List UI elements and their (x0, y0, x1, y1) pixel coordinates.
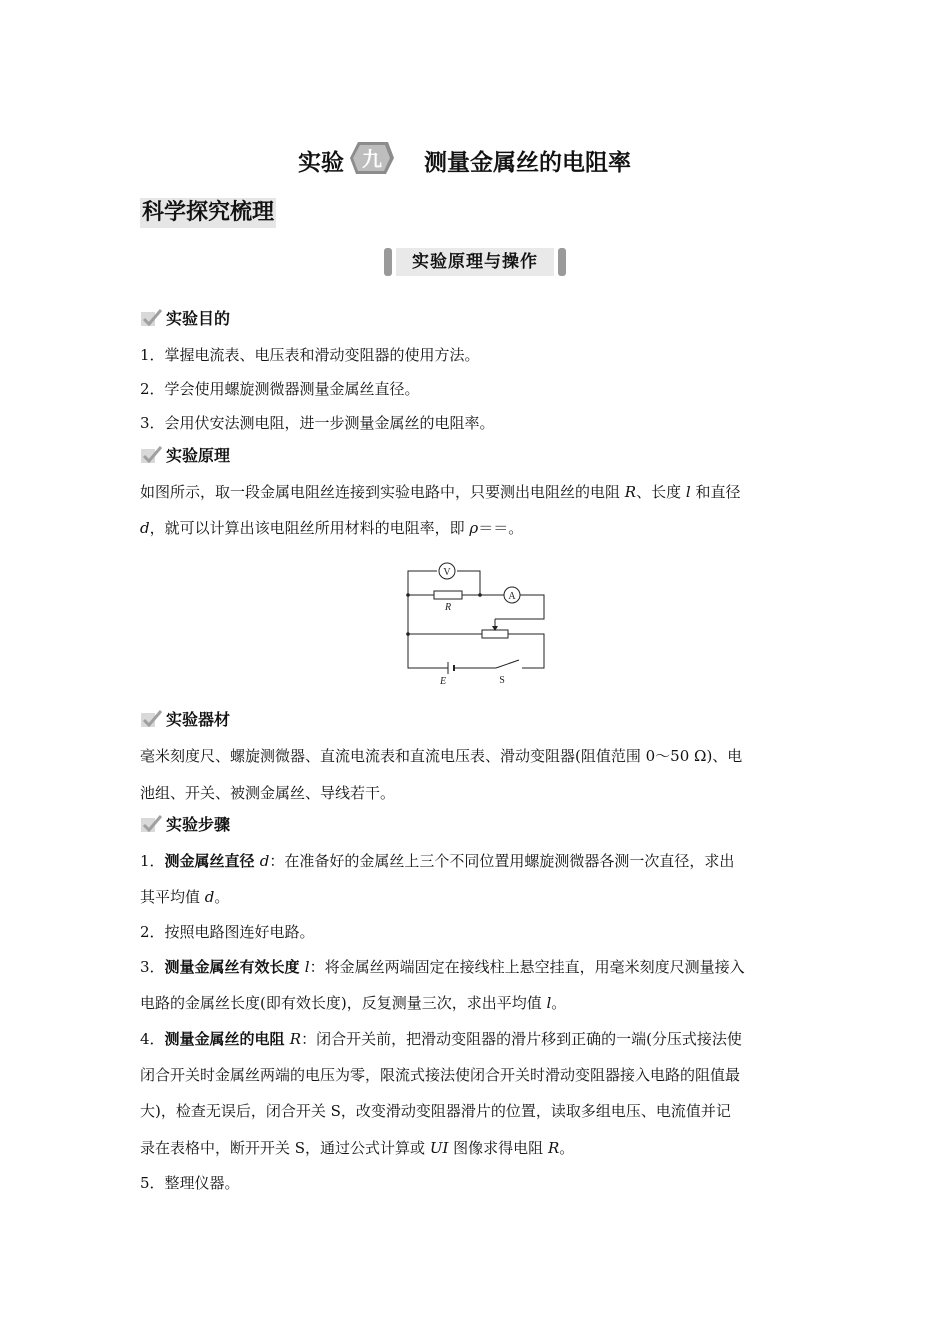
step-1-cont: 其平均值 d。 (140, 888, 230, 906)
banner-left-bar (384, 248, 392, 276)
step-4-line-4: 录在表格中，断开开关 S，通过公式计算或 UI 图像求得电阻 R。 (140, 1139, 575, 1157)
materials-line-2: 池组、开关、被测金属丝、导线若干。 (140, 784, 396, 802)
page-title (0, 140, 950, 180)
voltmeter-label: V (443, 567, 451, 578)
step-3: 3．测量金属丝有效长度 l：将金属丝两端固定在接线柱上悬空挂直，用毫米刻度尺测量接入 (140, 958, 745, 976)
switch-label: S (499, 675, 505, 686)
step-4: 4．测量金属丝的电阻 R：闭合开关前，把滑动变阻器的滑片移到正确的一端(分压式接法使 (140, 1030, 742, 1048)
step-3-cont: 电路的金属丝长度(即有效长度)，反复测量三次，求出平均值 l。 (140, 994, 567, 1012)
topic-banner (384, 248, 566, 276)
section-heading: 科学探究梳理 (140, 198, 276, 228)
step-2: 2．按照电路图连好电路。 (140, 923, 315, 941)
materials-line-1: 毫米刻度尺、螺旋测微器、直流电流表和直流电压表、滑动变阻器(阻值范围 0～50 Ω)、电 (140, 747, 743, 765)
check-icon (140, 308, 162, 328)
experiment-number-badge (350, 140, 394, 176)
step-4-line-2: 闭合开关时金属丝两端的电压为零，限流式接法使闭合开关时滑动变阻器接入电路的阻值最 (140, 1066, 741, 1084)
check-icon (140, 445, 162, 465)
purpose-item-3: 3．会用伏安法测电阻，进一步测量金属丝的电阻率。 (140, 414, 495, 432)
principle-line-1: 如图所示，取一段金属电阻丝连接到实验电路中，只要测出电阻丝的电阻 R、长度 l 和直径 (140, 483, 741, 501)
step-1: 1．测金属丝直径 d：在准备好的金属丝上三个不同位置用螺旋测微器各测一次直径，求出 (140, 852, 735, 870)
svg-text:九: 九 (362, 147, 382, 171)
principle-line-2: d，就可以计算出该电阻丝所用材料的电阻率，即 ρ＝＝。 (140, 519, 524, 537)
circuit-diagram (398, 560, 550, 688)
rheostat (482, 630, 508, 638)
resistor-label: R (444, 602, 452, 613)
ammeter-label: A (508, 591, 516, 602)
title-main: 测量金属丝的电阻率 (424, 150, 631, 176)
title-prefix: 实验 (298, 150, 344, 176)
check-icon (140, 814, 162, 834)
check-icon (140, 709, 162, 729)
step-4-line-3: 大)，检查无误后，闭合开关 S，改变滑动变阻器滑片的位置，读取多组电压、电流值并记 (140, 1102, 731, 1120)
resistor-r (434, 591, 462, 599)
battery-label: E (439, 676, 447, 687)
step-5: 5．整理仪器。 (140, 1174, 240, 1192)
banner-right-bar (558, 248, 566, 276)
banner-label: 实验原理与操作 (396, 248, 554, 276)
purpose-item-1: 1．掌握电流表、电压表和滑动变阻器的使用方法。 (140, 346, 480, 364)
purpose-item-2: 2．学会使用螺旋测微器测量金属丝直径。 (140, 380, 420, 398)
